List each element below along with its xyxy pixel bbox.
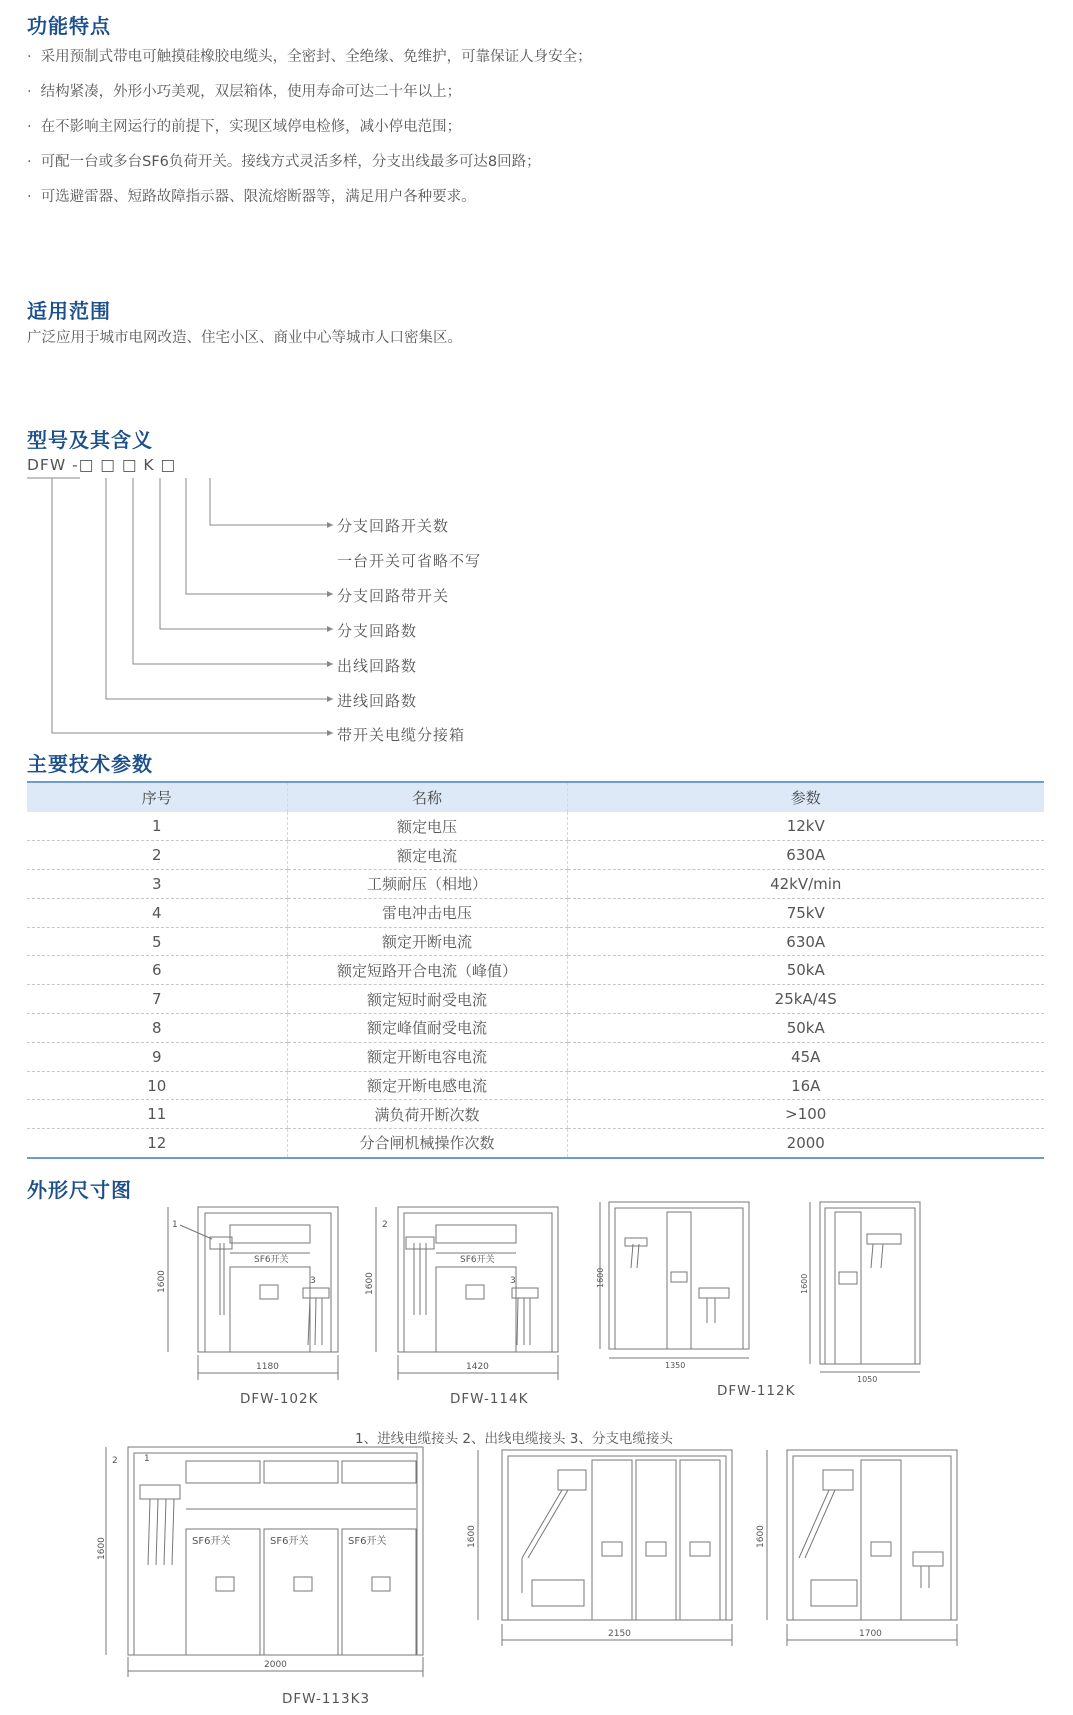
cell-name: 分合闸机械操作次数 — [287, 1129, 567, 1158]
height-dim: 1600 — [756, 1525, 766, 1548]
svg-text:3: 3 — [510, 1276, 516, 1286]
cell-value: 630A — [567, 927, 1044, 956]
svg-text:2: 2 — [382, 1220, 388, 1230]
sf6-label: SF6开关 — [460, 1255, 495, 1265]
cell-value: 16A — [567, 1071, 1044, 1100]
svg-text:2: 2 — [112, 1456, 118, 1466]
table-row — [27, 1014, 1044, 1043]
model-label: 进线回路数 — [337, 692, 418, 710]
cell-value: 12kV — [567, 812, 1044, 841]
height-dim: 1600 — [467, 1525, 477, 1548]
width-dim: 1180 — [256, 1362, 279, 1372]
cell-name: 额定开断电容电流 — [287, 1042, 567, 1071]
cell-name: 雷电冲击电压 — [287, 898, 567, 927]
feature-item: · 在不影响主网运行的前提下，实现区域停电检修，减小停电范围； — [27, 110, 592, 145]
width-dim: 1050 — [857, 1375, 878, 1384]
drawing-caption: DFW-112K — [717, 1383, 796, 1399]
svg-text:3: 3 — [310, 1276, 316, 1286]
cell-value: 25kA/4S — [567, 985, 1044, 1014]
drawing-caption: DFW-102K — [240, 1391, 319, 1407]
table-row — [27, 956, 1044, 985]
cell-index: 5 — [27, 927, 287, 956]
height-dim: 1600 — [596, 1267, 605, 1288]
cell-index: 11 — [27, 1100, 287, 1129]
feature-item: · 可选避雷器、短路故障指示器、限流熔断器等，满足用户各种要求。 — [27, 180, 592, 215]
sf6-label: SF6开关 — [254, 1255, 289, 1265]
drawing-1700 — [757, 1448, 967, 1663]
cell-index: 3 — [27, 870, 287, 899]
col-header-index: 序号 — [27, 782, 287, 812]
height-dim: 1600 — [365, 1272, 375, 1295]
cell-name: 额定短时耐受电流 — [287, 985, 567, 1014]
drawing-legend: 1、进线电缆接头 2、出线电缆接头 3、分支电缆接头 — [355, 1431, 673, 1447]
cell-index: 10 — [27, 1071, 287, 1100]
cell-index: 1 — [27, 812, 287, 841]
features-heading: 功能特点 — [27, 14, 111, 38]
table-row — [27, 812, 1044, 841]
drawing-caption: DFW-114K — [450, 1391, 529, 1407]
cell-value: 630A — [567, 841, 1044, 870]
width-dim: 2150 — [608, 1629, 631, 1639]
cell-index: 12 — [27, 1129, 287, 1158]
cell-name: 额定短路开合电流（峰值） — [287, 956, 567, 985]
model-label: 分支回路带开关 — [337, 587, 450, 605]
scope-heading: 适用范围 — [27, 299, 111, 323]
cell-name: 额定电流 — [287, 841, 567, 870]
table-row — [27, 898, 1044, 927]
table-row — [27, 927, 1044, 956]
width-dim: 1420 — [466, 1362, 489, 1372]
cell-index: 4 — [27, 898, 287, 927]
drawing-caption: DFW-113K3 — [282, 1691, 371, 1707]
col-header-value: 参数 — [567, 782, 1044, 812]
drawing-dfw-112k — [595, 1198, 970, 1388]
sf6-label: SF6开关 — [270, 1536, 309, 1547]
width-dim: 1700 — [859, 1629, 882, 1639]
model-label: 带开关电缆分接箱 — [337, 726, 466, 744]
cell-name: 满负荷开断次数 — [287, 1100, 567, 1129]
cell-name: 额定峰值耐受电流 — [287, 1014, 567, 1043]
model-label: 分支回路数 — [337, 622, 418, 640]
table-row — [27, 985, 1044, 1014]
model-code: DFW -□ □ □ K □ — [27, 456, 177, 474]
drawing-dfw-113k3 — [97, 1445, 435, 1690]
feature-item: · 结构紧凑，外形小巧美观，双层箱体，使用寿命可达二十年以上； — [27, 75, 592, 110]
cell-name: 工频耐压（相地） — [287, 870, 567, 899]
cell-name: 额定开断电流 — [287, 927, 567, 956]
cell-name: 额定电压 — [287, 812, 567, 841]
cell-value: 50kA — [567, 1014, 1044, 1043]
cell-value: 2000 — [567, 1129, 1044, 1158]
table-row — [27, 1129, 1044, 1158]
model-label: 出线回路数 — [337, 657, 418, 675]
table-header-row — [27, 782, 1044, 812]
svg-text:1: 1 — [144, 1454, 150, 1464]
cell-value: >100 — [567, 1100, 1044, 1129]
cell-value: 75kV — [567, 898, 1044, 927]
cell-value: 50kA — [567, 956, 1044, 985]
height-dim: 1600 — [157, 1270, 167, 1293]
drawing-dfw-114k — [365, 1205, 570, 1390]
specs-table — [27, 781, 1044, 1159]
table-row — [27, 1071, 1044, 1100]
cell-index: 6 — [27, 956, 287, 985]
model-label: 分支回路开关数 — [337, 517, 450, 535]
table-row — [27, 1042, 1044, 1071]
cell-index: 2 — [27, 841, 287, 870]
cell-index: 9 — [27, 1042, 287, 1071]
svg-text:1: 1 — [172, 1220, 178, 1230]
height-dim: 1600 — [800, 1273, 809, 1294]
specs-heading: 主要技术参数 — [27, 752, 153, 776]
cell-value: 45A — [567, 1042, 1044, 1071]
feature-item: · 采用预制式带电可触摸硅橡胶电缆头，全密封、全绝缘、免维护，可靠保证人身安全； — [27, 40, 592, 75]
col-header-name: 名称 — [287, 782, 567, 812]
width-dim: 2000 — [264, 1660, 287, 1670]
sf6-label: SF6开关 — [192, 1536, 231, 1547]
drawing-2150 — [462, 1448, 747, 1663]
sf6-label: SF6开关 — [348, 1536, 387, 1547]
feature-item: · 可配一台或多台SF6负荷开关。接线方式灵活多样，分支出线最多可达8回路； — [27, 145, 592, 180]
model-diagram-lines — [0, 0, 1073, 760]
width-dim: 1350 — [665, 1361, 686, 1370]
table-row — [27, 841, 1044, 870]
cell-name: 额定开断电感电流 — [287, 1071, 567, 1100]
model-label: 一台开关可省略不写 — [337, 552, 482, 570]
cell-index: 7 — [27, 985, 287, 1014]
table-row — [27, 870, 1044, 899]
cell-index: 8 — [27, 1014, 287, 1043]
drawings-heading: 外形尺寸图 — [27, 1178, 132, 1202]
table-row — [27, 1100, 1044, 1129]
height-dim: 1600 — [97, 1537, 107, 1560]
model-heading: 型号及其含义 — [27, 428, 153, 452]
scope-text: 广泛应用于城市电网改造、住宅小区、商业中心等城市人口密集区。 — [27, 330, 462, 346]
cell-value: 42kV/min — [567, 870, 1044, 899]
drawing-dfw-102k — [157, 1205, 350, 1390]
